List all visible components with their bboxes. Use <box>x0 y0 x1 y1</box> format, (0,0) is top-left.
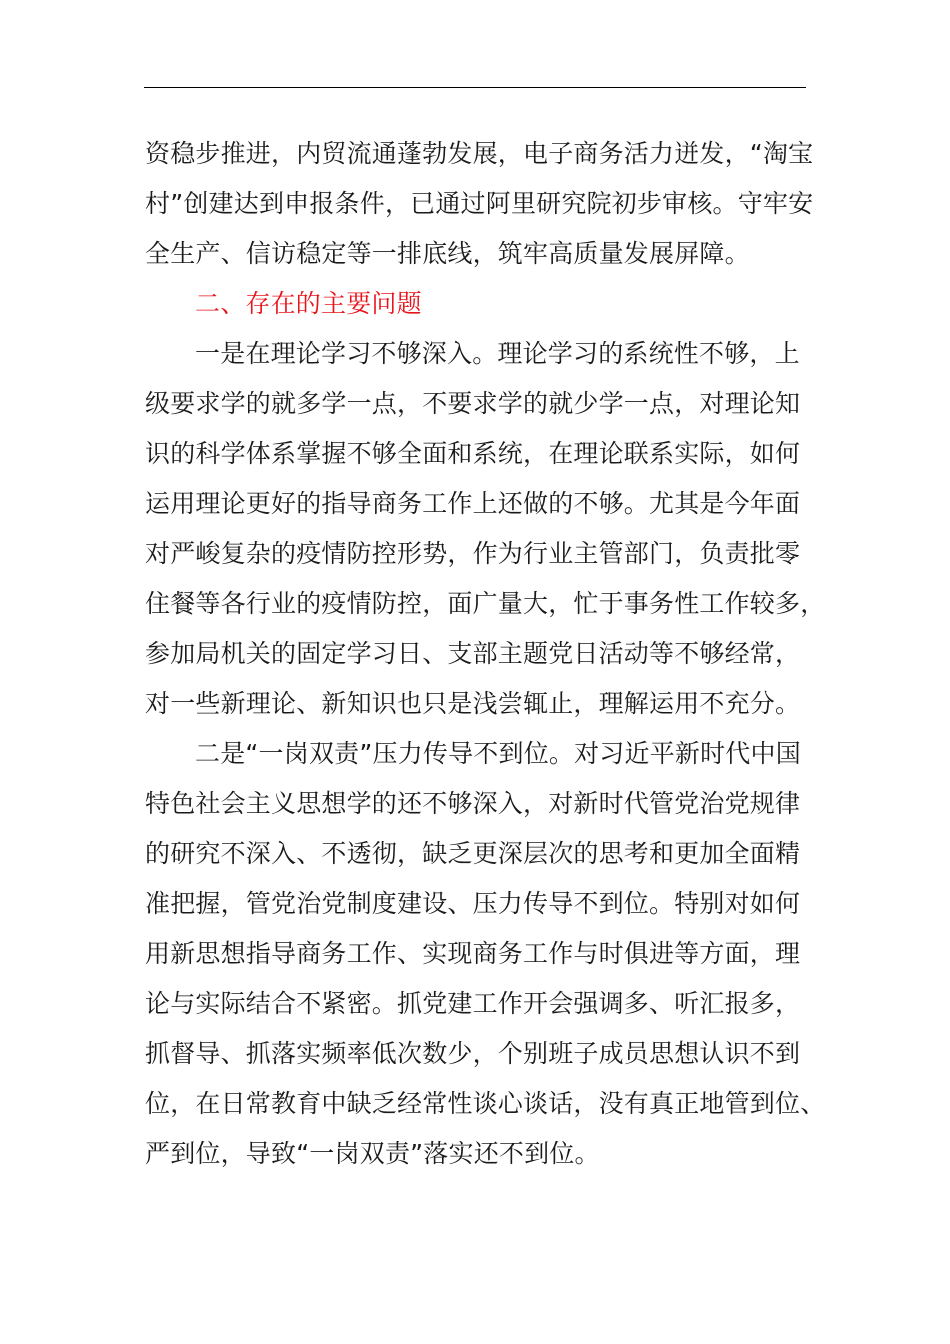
text-line: 级要求学的就多学一点，不要求学的就少学一点，对理论知 <box>145 389 801 418</box>
text-line: 抓督导、抓落实频率低次数少，个别班子成员思想认识不到 <box>145 1039 801 1068</box>
text-line: 位，在日常教育中缺乏经常性谈心谈话，没有真正地管到位、 <box>145 1089 826 1118</box>
text-line: 严到位，导致“一岗双责”落实还不到位。 <box>145 1139 600 1168</box>
document-body <box>145 129 826 1179</box>
text-line: 参加局机关的固定学习日、支部主题党日活动等不够经常， <box>145 639 801 668</box>
text-line: 论与实际结合不紧密。抓党建工作开会强调多、听汇报多， <box>145 989 801 1018</box>
text-line: 村”创建达到申报条件，已通过阿里研究院初步审核。守牢安 <box>145 189 814 218</box>
intro-paragraph <box>145 129 814 279</box>
paragraph-theory-study <box>145 329 826 729</box>
section-heading: 二、存在的主要问题 <box>195 289 422 318</box>
text-line: 运用理论更好的指导商务工作上还做的不够。尤其是今年面 <box>145 489 801 518</box>
text-line: 对一些新理论、新知识也只是浅尝辄止，理解运用不充分。 <box>145 689 801 718</box>
text-line: 一是在理论学习不够深入。理论学习的系统性不够，上 <box>195 339 800 368</box>
text-line: 的研究不深入、不透彻，缺乏更深层次的思考和更加全面精 <box>145 839 801 868</box>
text-line: 资稳步推进，内贸流通蓬勃发展，电子商务活力迸发，“淘宝 <box>145 139 814 168</box>
text-line: 全生产、信访稳定等一排底线，筑牢高质量发展屏障。 <box>145 239 750 268</box>
text-line: 特色社会主义思想学的还不够深入，对新时代管党治党规律 <box>145 789 801 818</box>
text-line: 用新思想指导商务工作、实现商务工作与时俱进等方面，理 <box>145 939 801 968</box>
text-line: 二是“一岗双责”压力传导不到位。对习近平新时代中国 <box>195 739 801 768</box>
text-line: 对严峻复杂的疫情防控形势，作为行业主管部门，负责批零 <box>145 539 801 568</box>
paragraph-dual-responsibility <box>145 729 826 1179</box>
header-rule <box>144 87 806 88</box>
text-line: 住餐等各行业的疫情防控，面广量大，忙于事务性工作较多， <box>145 589 826 618</box>
text-line: 准把握，管党治党制度建设、压力传导不到位。特别对如何 <box>145 889 801 918</box>
text-line: 识的科学体系掌握不够全面和系统，在理论联系实际，如何 <box>145 439 801 468</box>
